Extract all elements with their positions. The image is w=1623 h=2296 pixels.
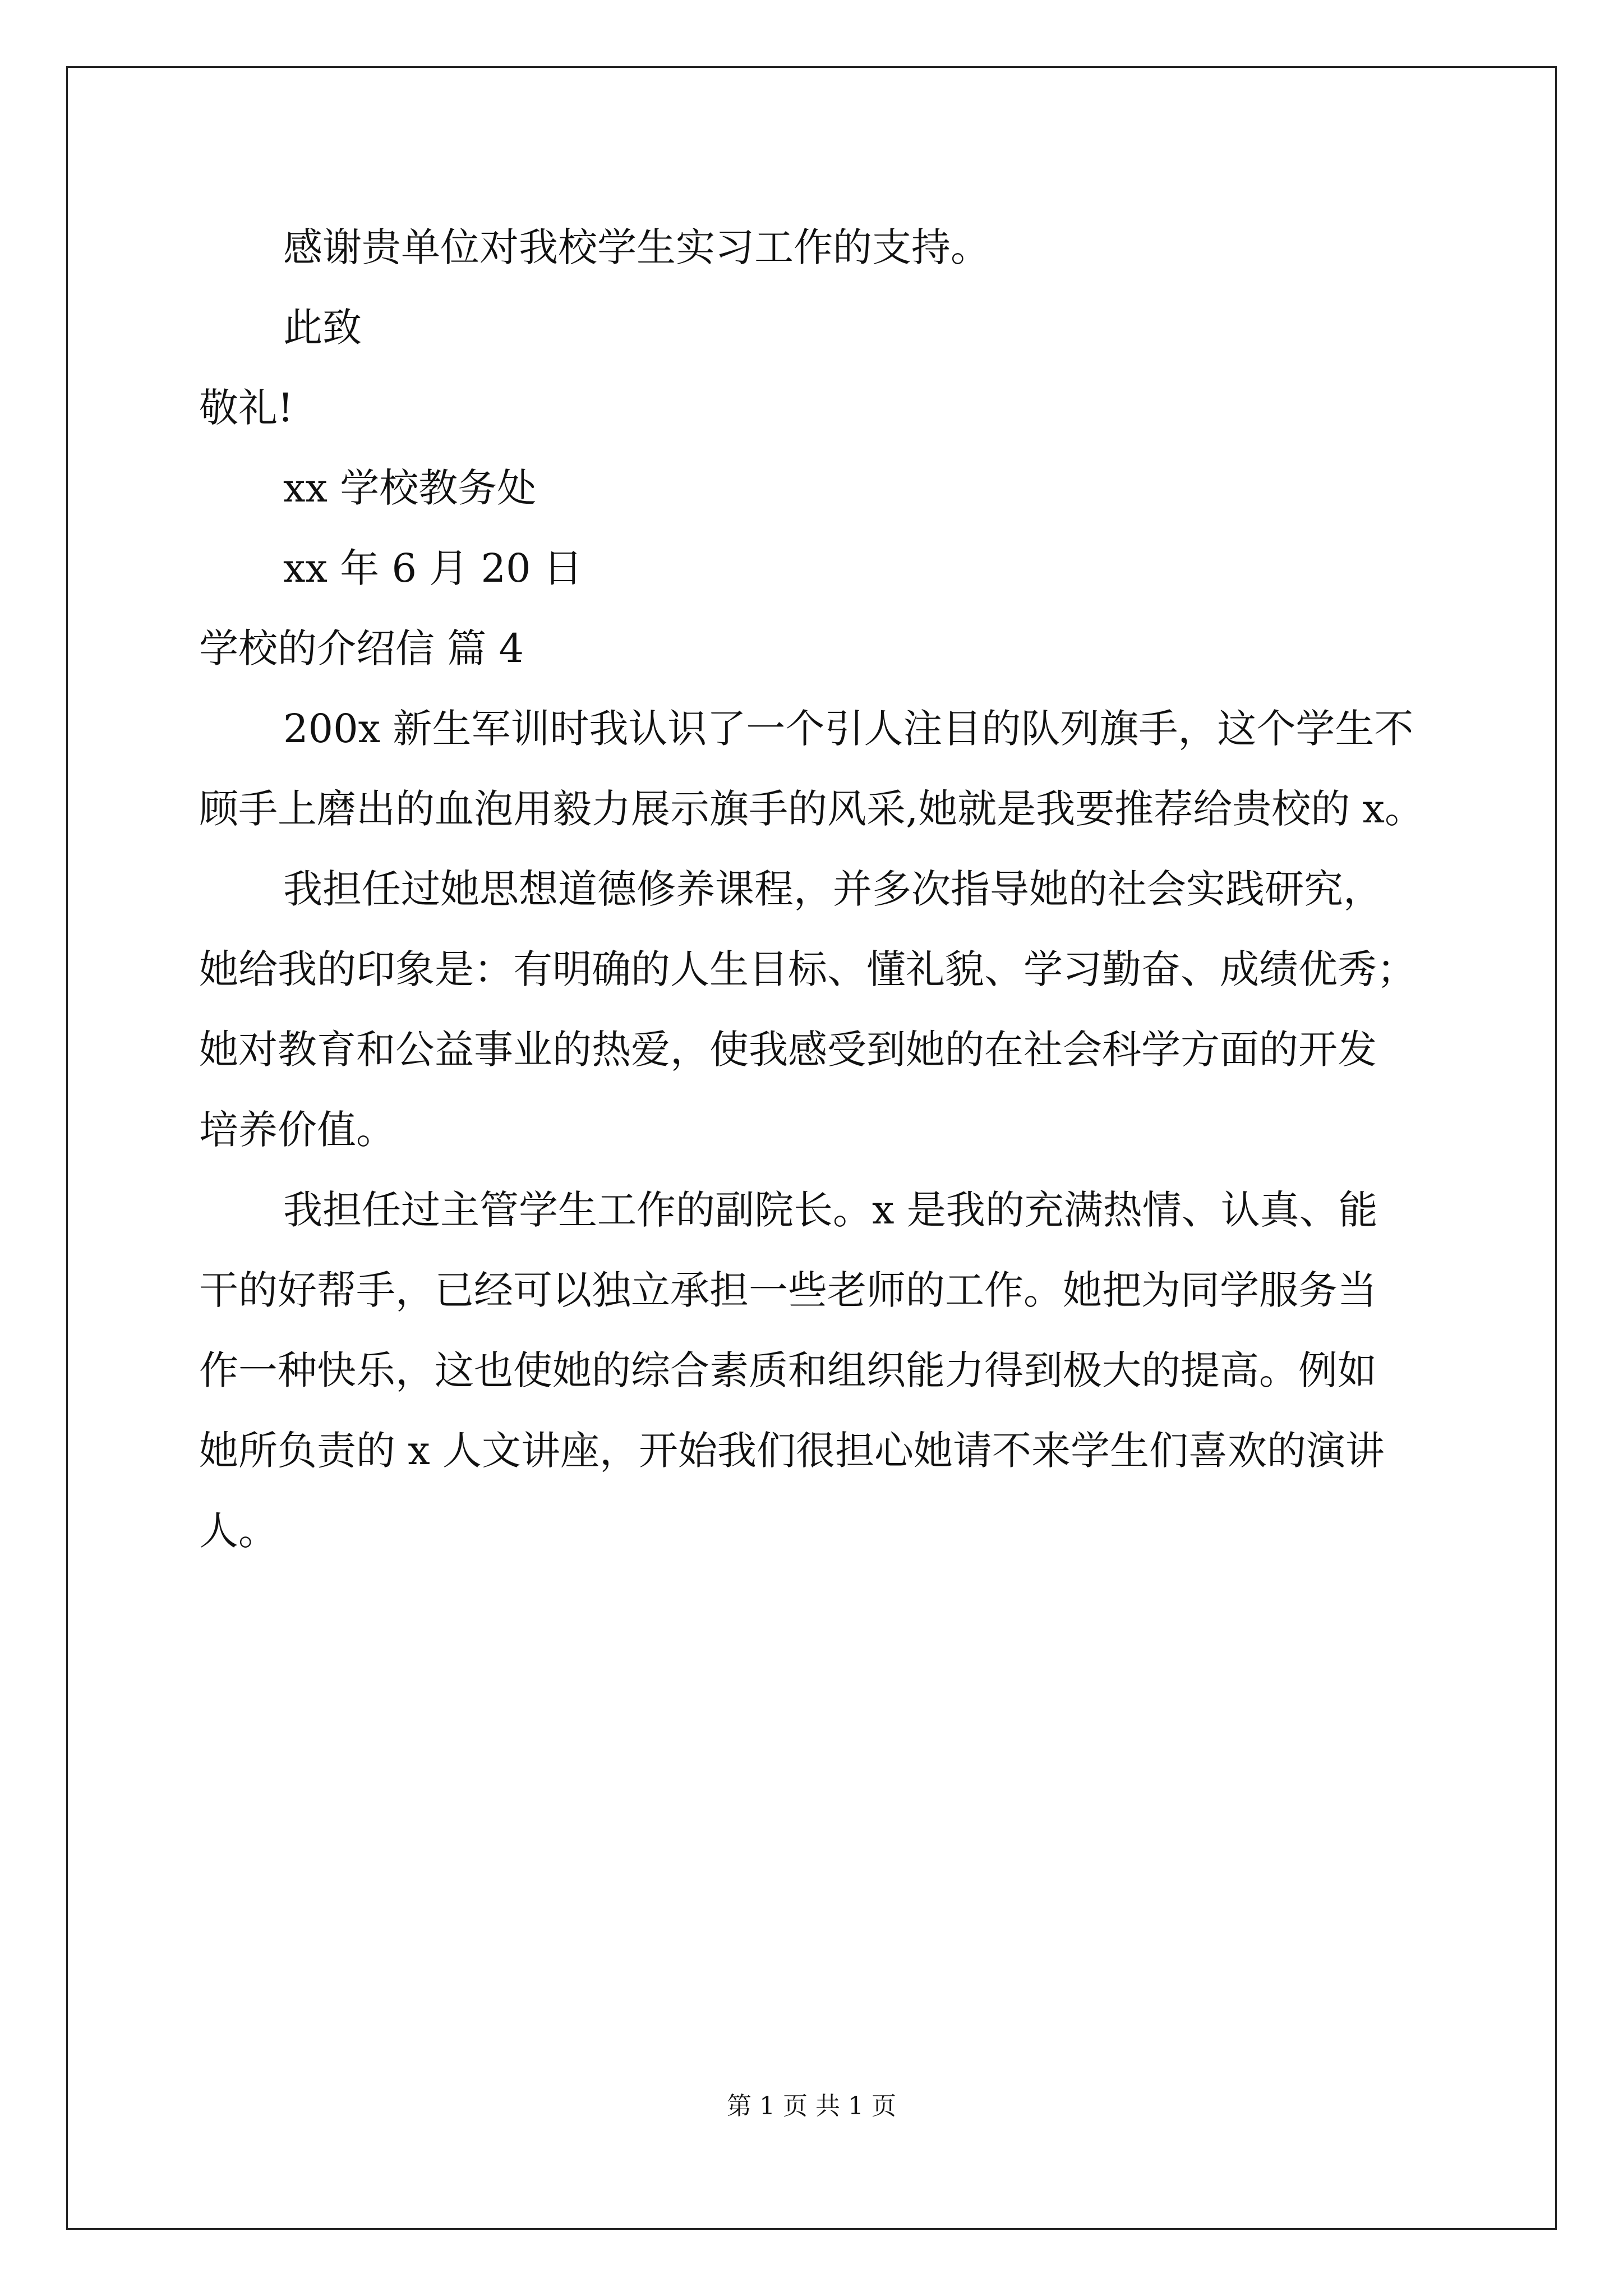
paragraph-line: 200x 新生军训时我认识了一个引人注目的队列旗手，这个学生不 [283, 706, 1414, 752]
paragraph-line: 人。 [199, 1508, 278, 1554]
paragraph-line: 她给我的印象是：有明确的人生目标、懂礼貌、学习勤奋、成绩优秀； [199, 946, 1416, 992]
section-heading: 学校的介绍信 篇 4 [199, 625, 524, 671]
paragraph-line: 顾手上磨出的血泡用毅力展示旗手的风采,她就是我要推荐给贵校的 x。 [199, 786, 1424, 832]
paragraph-line: 此致 [283, 305, 362, 351]
paragraph-line: 她对教育和公益事业的热爱，使我感受到她的在社会科学方面的开发 [199, 1027, 1377, 1073]
paragraph-line: 我担任过她思想道德修养课程，并多次指导她的社会实践研究， [283, 866, 1382, 912]
paragraph-line: 敬礼! [199, 385, 294, 431]
paragraph-line: 作一种快乐，这也使她的综合素质和组织能力得到极大的提高。例如 [199, 1347, 1377, 1393]
paragraph-line: 干的好帮手，已经可以独立承担一些老师的工作。她把为同学服务当 [199, 1267, 1377, 1313]
paragraph-line: 她所负责的 x 人文讲座，开始我们很担心她请不来学生们喜欢的演讲 [199, 1428, 1385, 1474]
paragraph-line: 培养价值。 [199, 1107, 395, 1153]
paragraph-line: 感谢贵单位对我校学生实习工作的支持。 [283, 224, 990, 270]
paragraph-line: xx 年 6 月 20 日 [283, 545, 583, 591]
paragraph-line: xx 学校教务处 [283, 465, 537, 511]
page-number-footer: 第 1 页 共 1 页 [727, 2092, 896, 2120]
paragraph-line: 我担任过主管学生工作的副院长。x 是我的充满热情、认真、能 [283, 1187, 1378, 1233]
document-body [199, 208, 1433, 1571]
